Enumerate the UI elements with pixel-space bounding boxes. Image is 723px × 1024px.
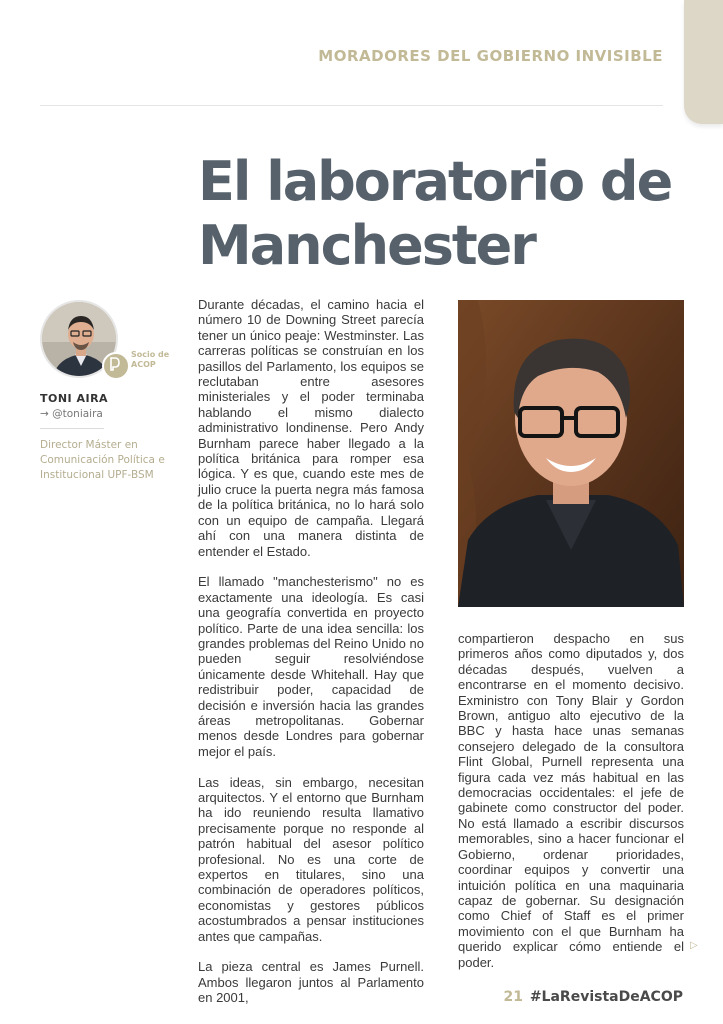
paragraph: compartieron despacho en sus primeros años como diputados y, dos décadas después, vuelven a encontrarse en el momento decisivo. Exministro con Tony Blair y Gordon Brown, antiguo alto ejecutivo de la BBC y hasta hace unas semanas consejero delegado de la consultora Flint Global, Purnell representa una figura cada vez más habitual en las democracias occidentales: el jefe de gabinete como constructor del poder. No está llamado a escribir discursos memorables, sino a hacer funcionar el Gobierno, ordenar prioridades, coordinar equipos y convertir una intuición política en una maquinaria capaz de gobernar. Su designación como Chief of Staff es el primer movimiento con el que Burnham ha querido explicar cómo entiende el poder. <box>458 631 684 970</box>
author-name: TONI AIRA <box>40 392 109 405</box>
page-footer <box>503 989 683 1005</box>
author-divider <box>40 428 104 429</box>
acop-badge-icon <box>102 352 130 380</box>
article-column-2 <box>458 631 684 985</box>
article-title-line1: El laboratorio de <box>198 150 672 213</box>
page-number: 21 <box>503 989 523 1005</box>
author-role: Director Máster en Comunicación Política e Institucional UPF-BSM <box>40 439 165 481</box>
paragraph: Las ideas, sin embargo, necesitan arquitectos. Y el entorno que Burnham ha ido reuniendo resulta llamativo precisamente porque no responde al patrón habitual del asesor político profesional. No es una corte de expertos en titulares, sino una combinación de operadores políticos, economistas y gestores públicos acostumbrados a pensar instituciones antes que campañas. <box>198 774 424 944</box>
paragraph: Durante décadas, el camino hacia el número 10 de Downing Street parecía tener un único peaje: Westminster. Las carreras políticas se construían en los pasillos del Parlamento, los equipos se reclutaban entre asesores ministeriales y el poder terminaba hablando el mismo dialecto administrativo londinense. Pero Andy Burnham parece haber llegado a la política británica para romper esa lógica. Y es que, cuando este mes de julio cruce la puerta negra más famosa de la política británica, no lo hará solo con un equipo de campaña. Llegará ahí con una manera distinta de entender el Estado. <box>198 297 424 559</box>
paragraph: El llamado "manchesterismo" no es exactamente una ideología. Es casi una geografía convertida en proyecto político. Parte de una idea sencilla: los grandes problemas del Reino Unido no pueden seguir resolviéndose únicamente desde Whitehall. Hay que redistribuir poder, capacidad de decisión e inversión hacia las grandes áreas metropolitanas. Gobernar menos desde Londres para gobernar mejor el país. <box>198 574 424 759</box>
continue-arrow-icon: ▷ <box>690 940 698 951</box>
article-column-1 <box>198 297 424 1021</box>
footer-hashtag: #LaRevistaDeACOP <box>529 989 683 1005</box>
page-tab <box>684 0 723 124</box>
section-header: MORADORES DEL GOBIERNO INVISIBLE <box>318 47 663 65</box>
article-title-line2: Manchester <box>198 214 535 277</box>
member-label-line2: ACOP <box>131 360 156 369</box>
author-twitter-link[interactable]: → @toniaira <box>40 408 103 420</box>
member-label <box>131 350 169 370</box>
article-title <box>198 150 671 278</box>
andy-burnham-photo <box>458 300 684 607</box>
member-label-line1: Socio de <box>131 350 170 359</box>
paragraph: La pieza central es James Purnell. Ambos llegaron juntos al Parlamento en 2001, <box>198 959 424 1006</box>
header-divider <box>40 105 663 106</box>
